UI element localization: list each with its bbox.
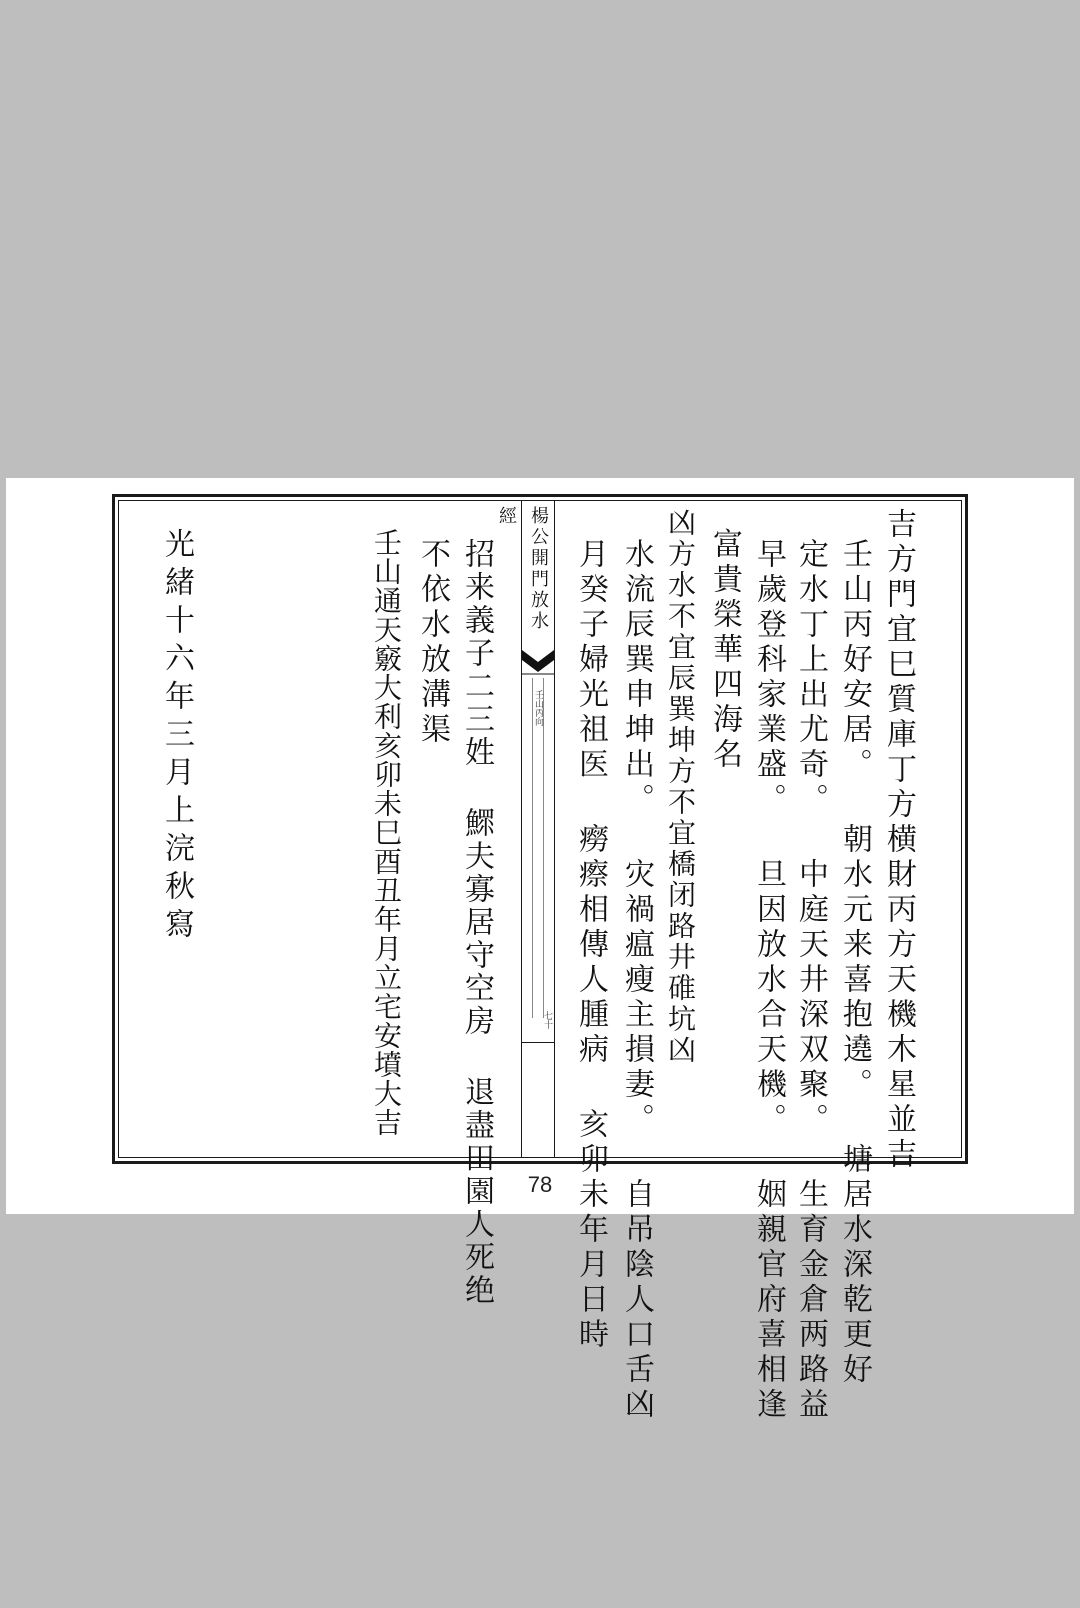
colophon-date: 光緒十六年三月上浣秋寫 xyxy=(159,528,194,946)
spine-rule-bottom xyxy=(522,1042,554,1043)
text-column: 招来義子二三姓 鰥夫寡居守空房 退盡田園人死绝 xyxy=(459,538,494,1307)
text-column: 不依水放溝渠 xyxy=(415,538,450,748)
spine-title: 楊公開門放水經 xyxy=(496,506,549,632)
page-number: 78 xyxy=(527,1172,553,1197)
text-column: 富貴榮華四海名 xyxy=(707,528,742,773)
text-column: 吉方門宜巳質庫丁方横財丙方天機木星並吉 xyxy=(881,508,916,1173)
text-column: 早歲登科家業盛。 旦因放水合天機。 姻親官府喜相逢 xyxy=(751,538,786,1423)
fishtail-mark-icon xyxy=(522,646,554,676)
spine-rule-right xyxy=(554,500,555,1158)
text-column: 壬山丙好安居。 朝水元来喜抱遶。 塘居水深乾更好 xyxy=(837,538,872,1388)
scanned-page xyxy=(6,478,1074,1423)
text-column: 水流辰巽申坤出。 灾禍瘟瘦主損妻。 自吊陰人口舌凶 xyxy=(619,538,654,1423)
text-column: 定水丁上出尤奇。 中庭天井深双聚。 生育金倉两路益 xyxy=(793,538,828,1423)
text-column: 凶方水不宜辰巽坤方不宜橋闭路井碓坑凶 xyxy=(664,508,697,1066)
text-column: 壬山通天竅大利亥卯未巳酉丑年月立宅安墳大吉 xyxy=(370,528,403,1137)
spine-subtitle: 壬山丙向 xyxy=(533,690,543,726)
text-column: 月癸子婦光祖医 癆瘵相傳人腫病 亥卯未年月日時 xyxy=(573,538,608,1353)
spine-page-label: 七十 xyxy=(542,1011,552,1029)
